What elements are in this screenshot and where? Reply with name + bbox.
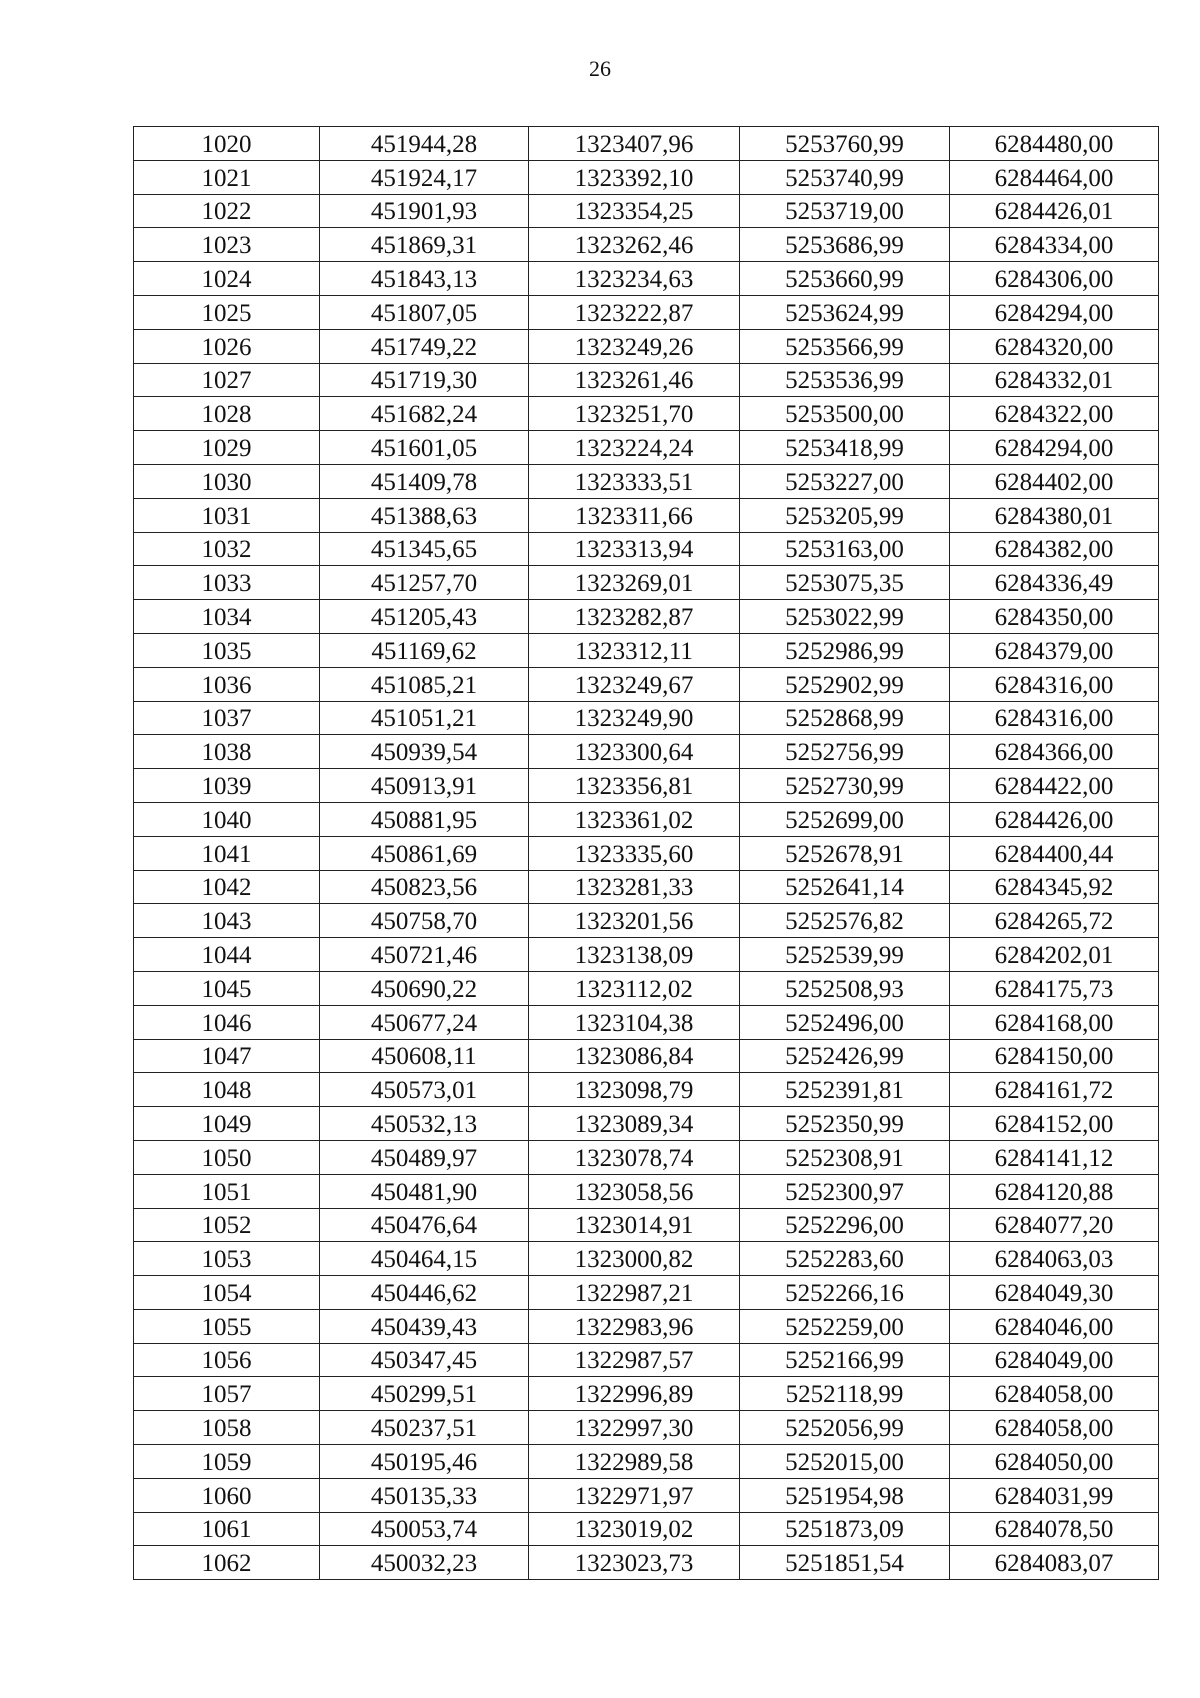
coord-x2-cell: 5252296,00 xyxy=(740,1208,950,1242)
table-row xyxy=(134,971,1159,1005)
coord-x1-cell: 450677,24 xyxy=(320,1005,529,1039)
coord-x2-cell: 5251954,98 xyxy=(740,1478,950,1512)
coord-y2-cell: 6284380,01 xyxy=(950,498,1159,532)
coord-y1-cell: 1323282,87 xyxy=(529,600,740,634)
coord-y1-cell: 1323014,91 xyxy=(529,1208,740,1242)
coord-x2-cell: 5252391,81 xyxy=(740,1073,950,1107)
coord-x2-cell: 5252300,97 xyxy=(740,1174,950,1208)
coord-x2-cell: 5252756,99 xyxy=(740,735,950,769)
point-number-cell: 1051 xyxy=(134,1174,320,1208)
coord-y2-cell: 6284161,72 xyxy=(950,1073,1159,1107)
table-row xyxy=(134,1140,1159,1174)
coord-y2-cell: 6284265,72 xyxy=(950,904,1159,938)
coord-x1-cell: 451409,78 xyxy=(320,464,529,498)
coord-x2-cell: 5253760,99 xyxy=(740,127,950,161)
point-number-cell: 1049 xyxy=(134,1107,320,1141)
coord-y2-cell: 6284049,00 xyxy=(950,1343,1159,1377)
coord-x2-cell: 5252266,16 xyxy=(740,1276,950,1310)
coord-y2-cell: 6284336,49 xyxy=(950,566,1159,600)
coord-y1-cell: 1323312,11 xyxy=(529,633,740,667)
table-row xyxy=(134,262,1159,296)
coord-y2-cell: 6284320,00 xyxy=(950,329,1159,363)
coord-x1-cell: 451085,21 xyxy=(320,667,529,701)
coord-y1-cell: 1322997,30 xyxy=(529,1411,740,1445)
coord-y2-cell: 6284426,01 xyxy=(950,194,1159,228)
coord-y2-cell: 6284175,73 xyxy=(950,971,1159,1005)
coord-y1-cell: 1323086,84 xyxy=(529,1039,740,1073)
coordinates-table xyxy=(133,126,1159,1580)
point-number-cell: 1060 xyxy=(134,1478,320,1512)
coord-y2-cell: 6284426,00 xyxy=(950,802,1159,836)
coord-x1-cell: 450608,11 xyxy=(320,1039,529,1073)
point-number-cell: 1027 xyxy=(134,363,320,397)
table-row xyxy=(134,1411,1159,1445)
coord-x1-cell: 450135,33 xyxy=(320,1478,529,1512)
table-row xyxy=(134,836,1159,870)
coord-x2-cell: 5251873,09 xyxy=(740,1512,950,1546)
coord-x1-cell: 450237,51 xyxy=(320,1411,529,1445)
coord-x1-cell: 450476,64 xyxy=(320,1208,529,1242)
point-number-cell: 1024 xyxy=(134,262,320,296)
coord-x1-cell: 450881,95 xyxy=(320,802,529,836)
coord-y1-cell: 1322971,97 xyxy=(529,1478,740,1512)
point-number-cell: 1053 xyxy=(134,1242,320,1276)
coord-y1-cell: 1323300,64 xyxy=(529,735,740,769)
coord-x2-cell: 5253163,00 xyxy=(740,532,950,566)
coord-x1-cell: 451924,17 xyxy=(320,160,529,194)
coord-x2-cell: 5252730,99 xyxy=(740,769,950,803)
coord-x2-cell: 5253719,00 xyxy=(740,194,950,228)
coord-y1-cell: 1322989,58 xyxy=(529,1445,740,1479)
coord-y2-cell: 6284078,50 xyxy=(950,1512,1159,1546)
table-row xyxy=(134,532,1159,566)
coord-y2-cell: 6284382,00 xyxy=(950,532,1159,566)
coord-x1-cell: 451944,28 xyxy=(320,127,529,161)
coord-y2-cell: 6284316,00 xyxy=(950,701,1159,735)
page-number: 26 xyxy=(589,56,611,81)
coord-x1-cell: 450532,13 xyxy=(320,1107,529,1141)
table-row xyxy=(134,295,1159,329)
table-row xyxy=(134,397,1159,431)
point-number-cell: 1059 xyxy=(134,1445,320,1479)
coord-x1-cell: 450032,23 xyxy=(320,1546,529,1580)
coord-x1-cell: 450464,15 xyxy=(320,1242,529,1276)
coord-y1-cell: 1323201,56 xyxy=(529,904,740,938)
coord-x2-cell: 5253075,35 xyxy=(740,566,950,600)
coord-y1-cell: 1323000,82 xyxy=(529,1242,740,1276)
table-row xyxy=(134,363,1159,397)
coord-x2-cell: 5252902,99 xyxy=(740,667,950,701)
coord-x1-cell: 450690,22 xyxy=(320,971,529,1005)
coord-y1-cell: 1323112,02 xyxy=(529,971,740,1005)
table-row xyxy=(134,1039,1159,1073)
coord-y2-cell: 6284306,00 xyxy=(950,262,1159,296)
table-row xyxy=(134,735,1159,769)
coord-x1-cell: 450721,46 xyxy=(320,938,529,972)
coord-x1-cell: 451869,31 xyxy=(320,228,529,262)
coord-x2-cell: 5253227,00 xyxy=(740,464,950,498)
table-row xyxy=(134,1107,1159,1141)
coord-x2-cell: 5252056,99 xyxy=(740,1411,950,1445)
coord-y1-cell: 1323333,51 xyxy=(529,464,740,498)
coord-y2-cell: 6284350,00 xyxy=(950,600,1159,634)
point-number-cell: 1034 xyxy=(134,600,320,634)
coord-x2-cell: 5252496,00 xyxy=(740,1005,950,1039)
coord-y2-cell: 6284464,00 xyxy=(950,160,1159,194)
point-number-cell: 1030 xyxy=(134,464,320,498)
coord-x2-cell: 5253686,99 xyxy=(740,228,950,262)
table-row xyxy=(134,769,1159,803)
coord-y1-cell: 1323078,74 xyxy=(529,1140,740,1174)
coord-y2-cell: 6284316,00 xyxy=(950,667,1159,701)
table-row xyxy=(134,1174,1159,1208)
table-row xyxy=(134,431,1159,465)
coord-x2-cell: 5253536,99 xyxy=(740,363,950,397)
coord-y2-cell: 6284334,00 xyxy=(950,228,1159,262)
coord-x2-cell: 5252166,99 xyxy=(740,1343,950,1377)
coord-y2-cell: 6284058,00 xyxy=(950,1411,1159,1445)
point-number-cell: 1054 xyxy=(134,1276,320,1310)
point-number-cell: 1022 xyxy=(134,194,320,228)
table-row xyxy=(134,194,1159,228)
coord-x1-cell: 450939,54 xyxy=(320,735,529,769)
point-number-cell: 1062 xyxy=(134,1546,320,1580)
coord-y2-cell: 6284400,44 xyxy=(950,836,1159,870)
coord-x2-cell: 5252678,91 xyxy=(740,836,950,870)
coord-x2-cell: 5253660,99 xyxy=(740,262,950,296)
point-number-cell: 1021 xyxy=(134,160,320,194)
coord-y2-cell: 6284063,03 xyxy=(950,1242,1159,1276)
coord-y2-cell: 6284402,00 xyxy=(950,464,1159,498)
coord-y1-cell: 1323269,01 xyxy=(529,566,740,600)
coord-y2-cell: 6284141,12 xyxy=(950,1140,1159,1174)
coord-y1-cell: 1323023,73 xyxy=(529,1546,740,1580)
table-row xyxy=(134,1005,1159,1039)
coord-y2-cell: 6284422,00 xyxy=(950,769,1159,803)
coord-x2-cell: 5252308,91 xyxy=(740,1140,950,1174)
table-row xyxy=(134,1073,1159,1107)
coord-x2-cell: 5252426,99 xyxy=(740,1039,950,1073)
coord-x1-cell: 451901,93 xyxy=(320,194,529,228)
coord-x1-cell: 450195,46 xyxy=(320,1445,529,1479)
coord-y1-cell: 1322983,96 xyxy=(529,1309,740,1343)
coord-y1-cell: 1323249,26 xyxy=(529,329,740,363)
coord-x2-cell: 5252259,00 xyxy=(740,1309,950,1343)
table-row xyxy=(134,464,1159,498)
coord-x2-cell: 5252641,14 xyxy=(740,870,950,904)
table-row xyxy=(134,498,1159,532)
coord-x1-cell: 450439,43 xyxy=(320,1309,529,1343)
coord-x1-cell: 451205,43 xyxy=(320,600,529,634)
coord-y1-cell: 1322987,21 xyxy=(529,1276,740,1310)
table-row xyxy=(134,228,1159,262)
coord-x2-cell: 5252986,99 xyxy=(740,633,950,667)
point-number-cell: 1025 xyxy=(134,295,320,329)
coord-y2-cell: 6284083,07 xyxy=(950,1546,1159,1580)
table-row xyxy=(134,1445,1159,1479)
coord-y2-cell: 6284152,00 xyxy=(950,1107,1159,1141)
coord-x2-cell: 5253566,99 xyxy=(740,329,950,363)
coord-y1-cell: 1323354,25 xyxy=(529,194,740,228)
table-row xyxy=(134,1546,1159,1580)
coord-x2-cell: 5252576,82 xyxy=(740,904,950,938)
coord-y1-cell: 1323392,10 xyxy=(529,160,740,194)
coord-y2-cell: 6284031,99 xyxy=(950,1478,1159,1512)
point-number-cell: 1050 xyxy=(134,1140,320,1174)
table-row xyxy=(134,667,1159,701)
coord-x2-cell: 5253500,00 xyxy=(740,397,950,431)
coord-y2-cell: 6284046,00 xyxy=(950,1309,1159,1343)
point-number-cell: 1046 xyxy=(134,1005,320,1039)
coord-y1-cell: 1323262,46 xyxy=(529,228,740,262)
coord-x1-cell: 450489,97 xyxy=(320,1140,529,1174)
table-row xyxy=(134,566,1159,600)
point-number-cell: 1026 xyxy=(134,329,320,363)
coord-y2-cell: 6284379,00 xyxy=(950,633,1159,667)
point-number-cell: 1047 xyxy=(134,1039,320,1073)
point-number-cell: 1057 xyxy=(134,1377,320,1411)
point-number-cell: 1040 xyxy=(134,802,320,836)
coord-x2-cell: 5252699,00 xyxy=(740,802,950,836)
coord-x1-cell: 451257,70 xyxy=(320,566,529,600)
table-row xyxy=(134,1512,1159,1546)
coord-x1-cell: 450573,01 xyxy=(320,1073,529,1107)
coord-x1-cell: 451345,65 xyxy=(320,532,529,566)
coord-y1-cell: 1323281,33 xyxy=(529,870,740,904)
coord-x2-cell: 5253205,99 xyxy=(740,498,950,532)
coord-x1-cell: 450481,90 xyxy=(320,1174,529,1208)
coord-y1-cell: 1323311,66 xyxy=(529,498,740,532)
coord-y1-cell: 1323249,90 xyxy=(529,701,740,735)
coord-y1-cell: 1323224,24 xyxy=(529,431,740,465)
coord-y1-cell: 1322987,57 xyxy=(529,1343,740,1377)
coord-y2-cell: 6284332,01 xyxy=(950,363,1159,397)
point-number-cell: 1028 xyxy=(134,397,320,431)
point-number-cell: 1038 xyxy=(134,735,320,769)
coord-x2-cell: 5253022,99 xyxy=(740,600,950,634)
coord-x2-cell: 5253740,99 xyxy=(740,160,950,194)
table-row xyxy=(134,904,1159,938)
coord-y2-cell: 6284294,00 xyxy=(950,431,1159,465)
coord-y1-cell: 1322996,89 xyxy=(529,1377,740,1411)
point-number-cell: 1045 xyxy=(134,971,320,1005)
table-row xyxy=(134,600,1159,634)
point-number-cell: 1032 xyxy=(134,532,320,566)
point-number-cell: 1044 xyxy=(134,938,320,972)
point-number-cell: 1055 xyxy=(134,1309,320,1343)
coord-y1-cell: 1323261,46 xyxy=(529,363,740,397)
point-number-cell: 1052 xyxy=(134,1208,320,1242)
coord-y2-cell: 6284366,00 xyxy=(950,735,1159,769)
coord-y1-cell: 1323335,60 xyxy=(529,836,740,870)
coord-x1-cell: 451843,13 xyxy=(320,262,529,296)
coord-y2-cell: 6284049,30 xyxy=(950,1276,1159,1310)
table-row xyxy=(134,1377,1159,1411)
coord-y2-cell: 6284150,00 xyxy=(950,1039,1159,1073)
coord-x1-cell: 451051,21 xyxy=(320,701,529,735)
coord-x2-cell: 5252015,00 xyxy=(740,1445,950,1479)
coord-y1-cell: 1323361,02 xyxy=(529,802,740,836)
table-row xyxy=(134,329,1159,363)
coord-x1-cell: 451601,05 xyxy=(320,431,529,465)
point-number-cell: 1036 xyxy=(134,667,320,701)
coord-x1-cell: 450053,74 xyxy=(320,1512,529,1546)
point-number-cell: 1058 xyxy=(134,1411,320,1445)
table-row xyxy=(134,1242,1159,1276)
coord-y1-cell: 1323104,38 xyxy=(529,1005,740,1039)
coord-y2-cell: 6284058,00 xyxy=(950,1377,1159,1411)
coord-y1-cell: 1323089,34 xyxy=(529,1107,740,1141)
coord-y1-cell: 1323234,63 xyxy=(529,262,740,296)
table-row xyxy=(134,1208,1159,1242)
point-number-cell: 1043 xyxy=(134,904,320,938)
coord-x2-cell: 5251851,54 xyxy=(740,1546,950,1580)
coord-y2-cell: 6284480,00 xyxy=(950,127,1159,161)
coord-x1-cell: 451807,05 xyxy=(320,295,529,329)
coord-x1-cell: 450446,62 xyxy=(320,1276,529,1310)
table-row xyxy=(134,127,1159,161)
table-row xyxy=(134,938,1159,972)
coord-x1-cell: 450347,45 xyxy=(320,1343,529,1377)
table-row xyxy=(134,160,1159,194)
table-row xyxy=(134,870,1159,904)
coord-y1-cell: 1323058,56 xyxy=(529,1174,740,1208)
coord-y1-cell: 1323019,02 xyxy=(529,1512,740,1546)
coord-x2-cell: 5252868,99 xyxy=(740,701,950,735)
point-number-cell: 1061 xyxy=(134,1512,320,1546)
coord-y1-cell: 1323098,79 xyxy=(529,1073,740,1107)
coord-x1-cell: 450758,70 xyxy=(320,904,529,938)
coord-x2-cell: 5253624,99 xyxy=(740,295,950,329)
point-number-cell: 1041 xyxy=(134,836,320,870)
coord-x1-cell: 451749,22 xyxy=(320,329,529,363)
coord-x1-cell: 451719,30 xyxy=(320,363,529,397)
coord-y1-cell: 1323249,67 xyxy=(529,667,740,701)
table-row xyxy=(134,633,1159,667)
table-row xyxy=(134,1309,1159,1343)
table-row xyxy=(134,1276,1159,1310)
table-row xyxy=(134,1343,1159,1377)
coord-y1-cell: 1323313,94 xyxy=(529,532,740,566)
point-number-cell: 1035 xyxy=(134,633,320,667)
point-number-cell: 1029 xyxy=(134,431,320,465)
coord-y2-cell: 6284294,00 xyxy=(950,295,1159,329)
coordinates-table-body xyxy=(134,127,1159,1580)
coord-x2-cell: 5252350,99 xyxy=(740,1107,950,1141)
point-number-cell: 1037 xyxy=(134,701,320,735)
table-row xyxy=(134,802,1159,836)
coord-y2-cell: 6284120,88 xyxy=(950,1174,1159,1208)
table-row xyxy=(134,701,1159,735)
coord-x2-cell: 5252118,99 xyxy=(740,1377,950,1411)
coord-y1-cell: 1323407,96 xyxy=(529,127,740,161)
coord-x1-cell: 451682,24 xyxy=(320,397,529,431)
coord-x2-cell: 5253418,99 xyxy=(740,431,950,465)
coord-y2-cell: 6284322,00 xyxy=(950,397,1159,431)
coord-y2-cell: 6284077,20 xyxy=(950,1208,1159,1242)
coord-x1-cell: 451169,62 xyxy=(320,633,529,667)
point-number-cell: 1023 xyxy=(134,228,320,262)
coord-y1-cell: 1323251,70 xyxy=(529,397,740,431)
coord-y2-cell: 6284168,00 xyxy=(950,1005,1159,1039)
coord-x1-cell: 451388,63 xyxy=(320,498,529,532)
coord-x1-cell: 450913,91 xyxy=(320,769,529,803)
coord-x2-cell: 5252508,93 xyxy=(740,971,950,1005)
point-number-cell: 1020 xyxy=(134,127,320,161)
coord-y2-cell: 6284345,92 xyxy=(950,870,1159,904)
point-number-cell: 1033 xyxy=(134,566,320,600)
coord-x1-cell: 450299,51 xyxy=(320,1377,529,1411)
point-number-cell: 1031 xyxy=(134,498,320,532)
coord-x2-cell: 5252539,99 xyxy=(740,938,950,972)
coord-y1-cell: 1323356,81 xyxy=(529,769,740,803)
coord-y2-cell: 6284050,00 xyxy=(950,1445,1159,1479)
table-row xyxy=(134,1478,1159,1512)
coord-x1-cell: 450861,69 xyxy=(320,836,529,870)
point-number-cell: 1056 xyxy=(134,1343,320,1377)
coord-y2-cell: 6284202,01 xyxy=(950,938,1159,972)
coord-x1-cell: 450823,56 xyxy=(320,870,529,904)
point-number-cell: 1042 xyxy=(134,870,320,904)
coord-y1-cell: 1323222,87 xyxy=(529,295,740,329)
point-number-cell: 1039 xyxy=(134,769,320,803)
coord-x2-cell: 5252283,60 xyxy=(740,1242,950,1276)
coord-y1-cell: 1323138,09 xyxy=(529,938,740,972)
point-number-cell: 1048 xyxy=(134,1073,320,1107)
